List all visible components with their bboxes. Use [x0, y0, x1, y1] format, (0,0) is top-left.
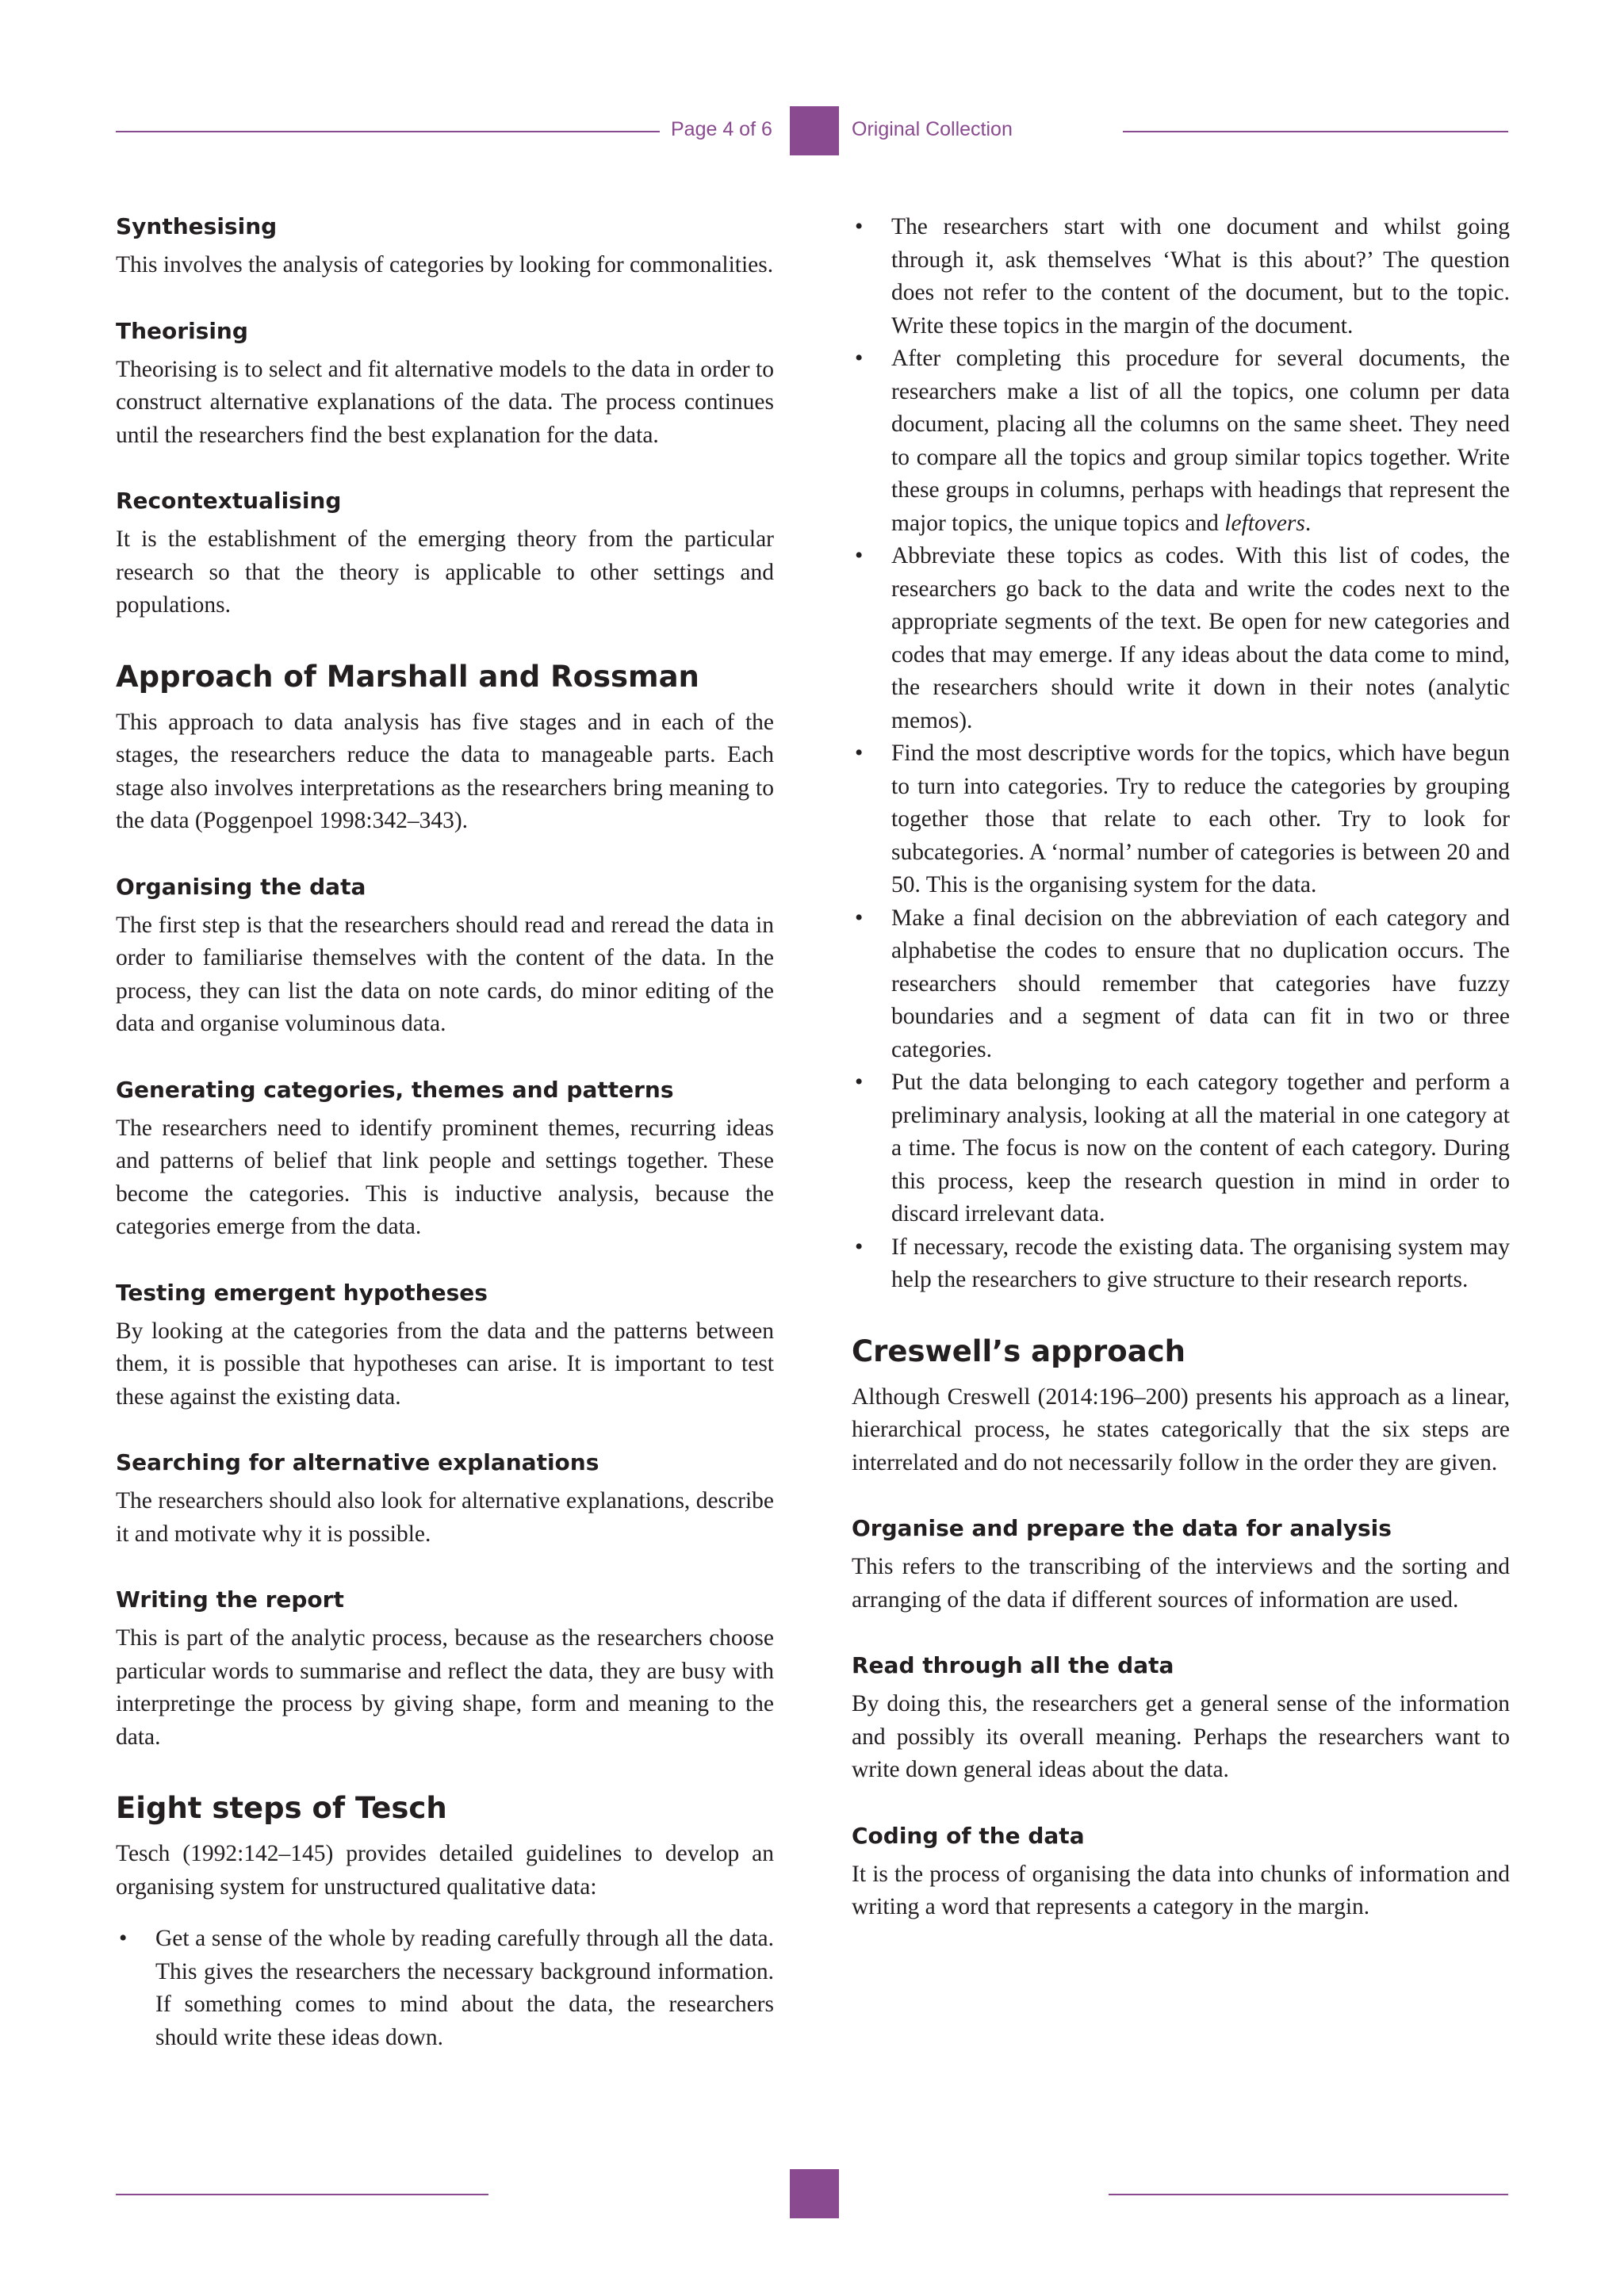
bullet-icon: •: [855, 905, 864, 931]
section-heading: Theorising: [116, 317, 248, 344]
header-rule-right: [1123, 131, 1508, 132]
paragraph: The researchers should also look for alternative explanations, describe it and motivate why it is possible.: [116, 1488, 774, 1547]
section-heading: Recontextualising: [116, 488, 342, 514]
left-column: [116, 211, 774, 2054]
bullet-icon: •: [855, 346, 864, 371]
list-item: • If necessary, recode the existing data. The organising system may help the researchers to give structure to their research reports.: [852, 1231, 1510, 1297]
paragraph: This refers to the transcribing of the interviews and the sorting and arranging of the data if different sources of information are used.: [852, 1554, 1510, 1613]
paragraph: Although Creswell (2014:196–200) presents his approach as a linear, hierarchical process, he states categorically that the six steps are interrelated and do not necessarily follow in the order they are given.: [852, 1383, 1510, 1475]
paragraph: This is part of the analytic process, because as the researchers choose particular words to summarise and reflect the data, they are busy with interpretinge the process by giving shape, form and meaning to the data.: [116, 1625, 774, 1750]
list-item: • The researchers start with one document and whilst going through it, ask themselves ‘What is this about?’ The question does not refer to the content of the document, but to the topic. Write these topics in the margin of the document.: [852, 211, 1510, 342]
paragraph: Tesch (1992:142–145) provides detailed guidelines to develop an organising system for unstructured qualitative data:: [116, 1841, 774, 1900]
header-rule-left: [116, 131, 660, 132]
paragraph: This approach to data analysis has five stages and in each of the stages, the researchers reduce the data to manageable parts. Each stage also involves interpretations as the researchers bring meaning to the data (Poggenpoel 1998:342–343).: [116, 709, 774, 833]
bullet-icon: •: [119, 1926, 128, 1951]
bullet-icon: •: [855, 740, 864, 766]
section-heading: Generating categories, themes and patterns: [116, 1076, 674, 1103]
footer-accent-square: [790, 2169, 839, 2218]
right-column: [852, 211, 1510, 1924]
bullet-icon: •: [855, 214, 864, 239]
section-heading: Testing emergent hypotheses: [116, 1279, 488, 1306]
list-item: • Put the data belonging to each category together and perform a preliminary analysis, looking at all the material in one category at a time. The focus is now on the content of each category. During this process, keep the research question in mind in order to discard irrelevant data.: [852, 1066, 1510, 1231]
list-item: • Make a final decision on the abbreviation of each category and alphabetise the codes to ensure that no duplication occurs. The researchers should remember that categories have fuzzy boundaries and a segment of data can fit in two or three categories.: [852, 902, 1510, 1067]
major-heading: Eight steps of Tesch: [116, 1791, 447, 1825]
page-number: Page 4 of 6: [671, 118, 772, 140]
bullet-icon: •: [855, 1070, 864, 1095]
footer-rule-left: [116, 2194, 488, 2195]
bullet-icon: •: [855, 543, 864, 568]
footer-rule-right: [1109, 2194, 1508, 2195]
section-heading: Writing the report: [116, 1586, 344, 1613]
list-item: • Abbreviate these topics as codes. With this list of codes, the researchers go back to the data and write the codes next to the appropriate segments of the text. Be open for new categories and codes that may emerge. If any ideas about the data come to mind, the researchers should write it down in their notes (analytic memos).: [852, 540, 1510, 737]
paragraph: By doing this, the researchers get a general sense of the information and possibly its overall meaning. Perhaps the researchers want to write down general ideas about the data.: [852, 1691, 1510, 1782]
paragraph: The researchers need to identify prominent themes, recurring ideas and patterns of belief that link people and settings together. These become the categories. This is inductive analysis, because the categories emerge from the data.: [116, 1115, 774, 1239]
list-item: • Get a sense of the whole by reading carefully through all the data. This gives the researchers the necessary background information. If something comes to mind about the data, the researchers should write these ideas down.: [116, 1923, 774, 2054]
tesch-steps-list: [116, 1923, 774, 2054]
page-footer: [116, 2169, 1508, 2218]
italic-term: leftovers: [1224, 510, 1305, 536]
major-heading: Creswell’s approach: [852, 1334, 1185, 1368]
header-accent-square: [790, 106, 839, 155]
list-item: • After completing this procedure for several documents, the researchers make a list of all the topics, one column per data document, placing all the columns on the same sheet. They need to compare all the topics and group similar topics together. Write these groups in columns, perhaps with headings that represent the major topics, the unique topics and leftovers.: [852, 342, 1510, 540]
paragraph: Theorising is to select and fit alternative models to the data in order to construct alternative explanations of the data. The process continues until the researchers find the best explanation for the data.: [116, 356, 774, 448]
page-header: [116, 106, 1508, 155]
section-heading: Organising the data: [116, 873, 366, 900]
paragraph: By looking at the categories from the data and the patterns between them, it is possible that hypotheses can arise. It is important to test these against the existing data.: [116, 1318, 774, 1410]
section-heading: Coding of the data: [852, 1822, 1085, 1849]
paragraph: It is the establishment of the emerging theory from the particular research so that the theory is applicable to other settings and populations.: [116, 526, 774, 618]
bullet-icon: •: [855, 1234, 864, 1260]
section-heading: Synthesising: [116, 213, 278, 239]
paragraph: It is the process of organising the data into chunks of information and writing a word that represents a category in the margin.: [852, 1861, 1510, 1919]
paragraph: The first step is that the researchers should read and reread the data in order to familiarise themselves with the content of the data. In the process, they can list the data on note cards, do minor editing of the data and organise voluminous data.: [116, 912, 774, 1036]
section-heading: Organise and prepare the data for analysis: [852, 1515, 1392, 1541]
section-heading: Searching for alternative explanations: [116, 1449, 599, 1475]
paragraph: This involves the analysis of categories by looking for commonalities.: [116, 252, 774, 277]
list-item: • Find the most descriptive words for the topics, which have begun to turn into categories. Try to reduce the categories by grouping together those that relate to each other. Try to look for subcategories. A ‘normal’ number of categories is between 20 and 50. This is the organising system for the data.: [852, 737, 1510, 902]
major-heading: Approach of Marshall and Rossman: [116, 659, 699, 694]
section-heading: Read through all the data: [852, 1652, 1174, 1678]
tesch-steps-list-continued: [852, 211, 1510, 1297]
collection-label: Original Collection: [852, 118, 1013, 140]
